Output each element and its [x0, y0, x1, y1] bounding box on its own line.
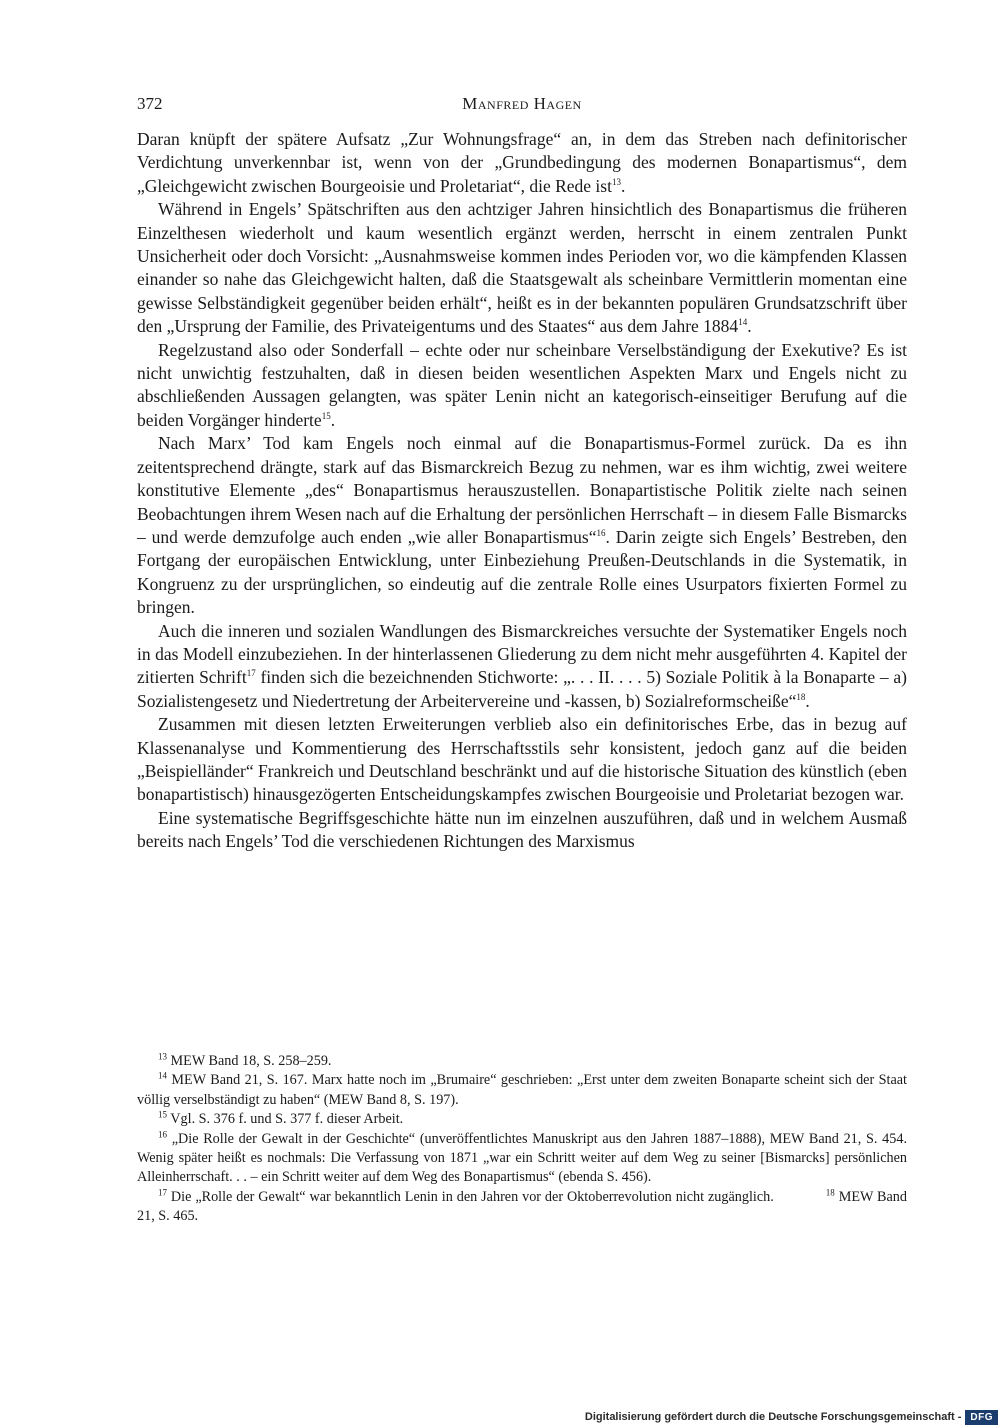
footnote-14: $^{14}$ MEW Band 21, S. 167. Marx hatte noch im „Brumaire“ geschrieben: „Erst unter dem zweiten Bonaparte scheint sich der Staat völlig verselbständigt zu haben“ (MEW Band 8, S. 197).: [137, 1070, 907, 1108]
paragraph-3: Regelzustand also oder Sonderfall – echte oder nur scheinbare Verselbständigung der Exekutive? Es ist nicht unwichtig festzuhalten, daß in diesen beiden wesentlichen Aspekten Marx und Engels nicht zu abschließenden Aussagen gelangten, was später Lenin nicht an kategorisch-einseitiger Berufung auf die beiden Vorgänger hinderte$^{15}$.: [137, 339, 907, 430]
paragraph-4: Nach Marx’ Tod kam Engels noch einmal auf die Bonapartismus-Formel zurück. Da es ihn zeitentsprechend drängte, stark auf das Bismarckreich Bezug zu nehmen, war es ihm wichtig, zwei weitere konstitutive Elemente „des“ Bonapartismus herauszustellen. Bonapartistische Politik zielte nach seinen Beobachtungen ihrem Wesen nach auf die Erhaltung der persönlichen Herrschaft – in diesem Falle Bismarcks – und werde demzufolge auch enden „wie aller Bonapartismus“$^{16}$. Darin zeigte sich Engels’ Bestreben, den Fortgang der europäischen Entwicklung, unter Einbeziehung Preußen-Deutschlands in die Systematik, in Kongruenz zu der ursprünglichen, so eindeutig auf die zentrale Rolle eines Usurpators fixierten Formel zu bringen.: [137, 433, 907, 618]
footnote-ref-17[interactable]: 17: [246, 668, 256, 679]
footnotes: [137, 1052, 907, 1227]
body-text: [137, 128, 907, 854]
footnote-16: $^{16}$ „Die Rolle der Gewalt in der Geschichte“ (unveröffentlichtes Manuskript aus den Jahren 1887–1888), MEW Band 21, S. 454. Wenig später heißt es nochmals: Die Verfassung von 1871 „war ein Schritt weiter auf dem Weg zu seiner [Bismarcks] persönlichen Alleinherrschaft. . . – ein Schritt weiter auf dem Weg des Bonapartismus“ (ebenda S. 456).: [137, 1128, 907, 1186]
paragraph-2: Während in Engels’ Spätschriften aus den achtziger Jahren hinsichtlich des Bonapartismus die früheren Einzelthesen wiederholt und kaum wesentlich ergänzt werden, herrscht in einem zentralen Punkt Unsicherheit oder doch Vorsicht: „Ausnahmsweise kommen indes Perioden vor, wo die kämpfenden Klassen einander so nahe das Gleichgewicht halten, daß die Staatsgewalt als scheinbare Vermittlerin momentan eine gewisse Selbständigkeit gegenüber beiden erhält“, heißt es in der bekannten populären Grundsatzschrift über den „Ursprung der Familie, des Privateigentums und des Staates“ aus dem Jahre 1884$^{14}$.: [137, 199, 907, 337]
dfg-logo-icon: DFG: [965, 1410, 998, 1425]
footnote-13: $^{13}$ MEW Band 18, S. 258–259.: [158, 1051, 332, 1069]
paragraph-5: Auch die inneren und sozialen Wandlungen des Bismarckreiches versuchte der Systematiker Engels noch in das Modell einzubeziehen. In der hinterlassenen Gliederung zu dem nicht mehr ausgeführten 4. Kapitel der zitierten Schrift$^{17}$ finden sich die bezeichnenden Stichworte: „. . . II. . . . 5) Soziale Politik à la Bonaparte – a) Sozialistengesetz und Niedertretung der Arbeitervereine und -kassen, b) Sozialreformscheiße“$^{18}$.: [137, 620, 907, 711]
footnote-18: $^{18}$ MEW Band 21, S. 465.: [137, 1187, 907, 1225]
page-number: 372: [137, 94, 163, 113]
paragraph-6: Zusammen mit diesen letzten Erweiterungen verblieb also ein definitorisches Erbe, das in bezug auf Klassenanalyse und Kommentierung des Herrschaftsstils sehr konsistent, jedoch ganz auf die beiden „Beispielländer“ Frankreich und Deutschland beschränkt und auf die historische Situation des künstlich (eben bonapartistisch) hinausgezögerten Entscheidungskampfes zwischen Bourgeoisie und Proletariat bezogen war.: [137, 714, 907, 805]
paragraph-7: Eine systematische Begriffsgeschichte hätte nun im einzelnen auszuführen, daß und in welchem Ausmaß bereits nach Engels’ Tod die verschiedenen Richtungen des Marxismus: [137, 807, 907, 852]
paragraph-1: Daran knüpft der spätere Aufsatz „Zur Wohnungsfrage“ an, in dem das Streben nach definitorischer Verdichtung unverkennbar ist, wenn von der „Grundbedingung des modernen Bonapartismus“, dem „Gleichgewicht zwischen Bourgeoisie und Proletariat“, die Rede ist$^{13}$.: [137, 129, 907, 196]
footnote-17: $^{17}$ Die „Rolle der Gewalt“ war bekanntlich Lenin in den Jahren vor der Oktoberrevolution nicht zugänglich. $^{18}$ MEW Band 21, S. 465.: [137, 1187, 907, 1225]
digitization-footer: [584, 1406, 1000, 1428]
footnote-ref-16[interactable]: 16: [596, 528, 606, 539]
running-head: [137, 94, 907, 118]
running-head-title: Manfred Hagen: [462, 94, 582, 113]
footer-credit: Digitalisierung gefördert durch die Deutsche Forschungsgemeinschaft -: [584, 1411, 962, 1423]
footnote-15: $^{15}$ Vgl. S. 376 f. und S. 377 f. dieser Arbeit.: [158, 1109, 404, 1128]
footnote-ref-15[interactable]: 15: [321, 411, 331, 422]
footnote-ref-13[interactable]: 13: [611, 176, 621, 187]
footnote-ref-14[interactable]: 14: [738, 317, 748, 328]
footnote-ref-18[interactable]: 18: [796, 691, 806, 702]
